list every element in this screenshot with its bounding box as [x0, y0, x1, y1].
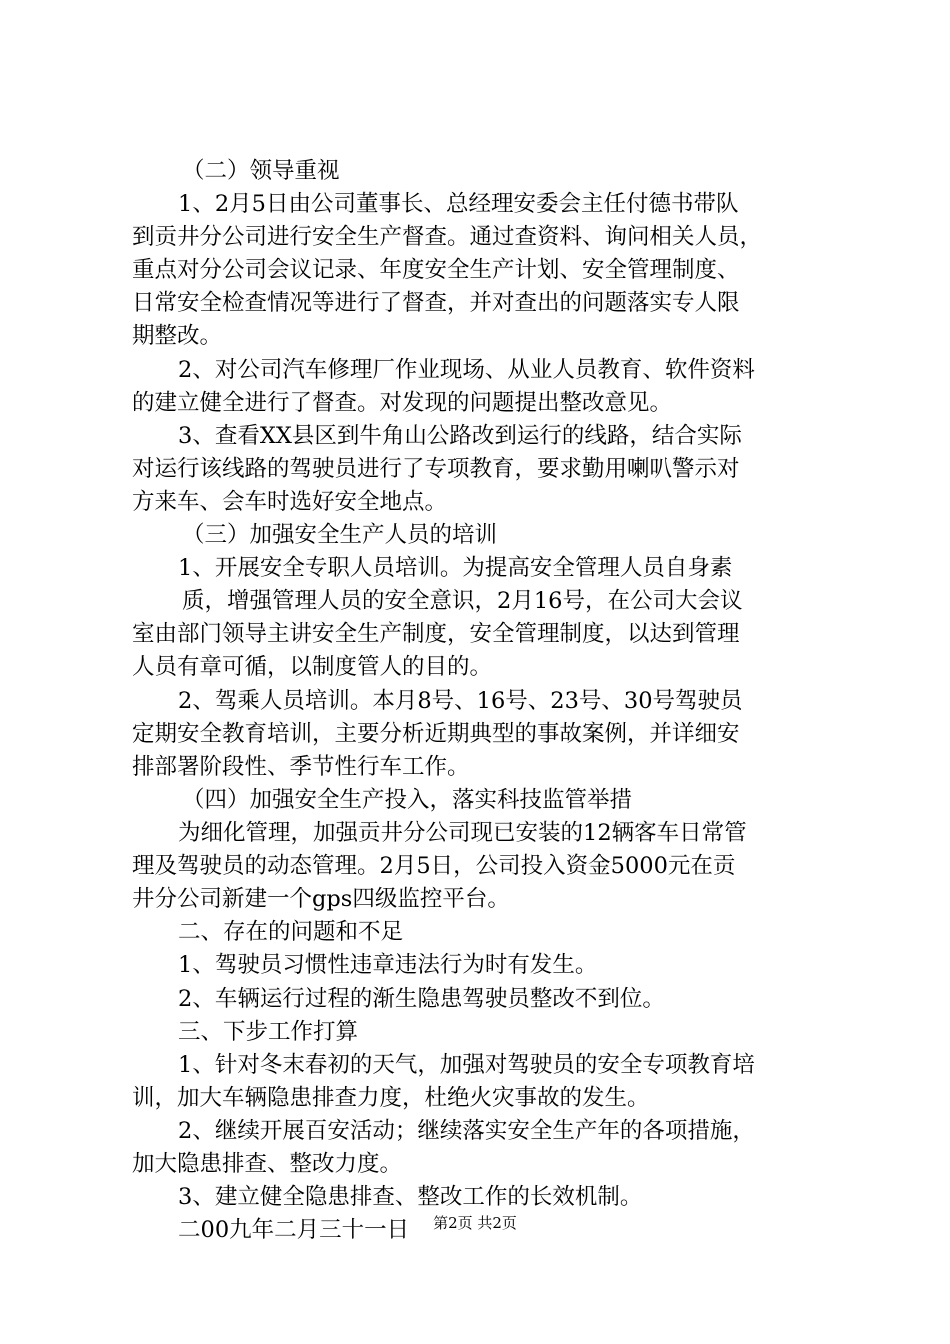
- paragraph-line: 1、开展安全专职人员培训。为提高安全管理人员自身素: [178, 555, 733, 581]
- paragraph-line: 2、驾乘人员培训。本月8号、16号、23号、30号驾驶员: [178, 688, 743, 714]
- paragraph-line: 排部署阶段性、季节性行车工作。: [132, 754, 470, 780]
- section-heading-4: （四）加强安全生产投入，落实科技监管举措: [182, 787, 633, 813]
- paragraph-line: 对运行该线路的驾驶员进行了专项教育，要求勤用喇叭警示对: [132, 456, 740, 482]
- paragraph-line: 到贡井分公司进行安全生产督查。通过查资料、询问相关人员，: [132, 224, 763, 250]
- paragraph-line: 训，加大车辆隐患排查力度，杜绝火灾事故的发生。: [132, 1085, 650, 1111]
- paragraph-line: 日常安全检查情况等进行了督查，并对查出的问题落实专人限: [132, 290, 740, 316]
- paragraph-line: 重点对分公司会议记录、年度安全生产计划、安全管理制度、: [132, 257, 740, 283]
- paragraph-line: 1、2月5日由公司董事长、总经理安委会主任付德书带队: [178, 191, 739, 217]
- section-heading-plans: 三、下步工作打算: [178, 1019, 359, 1045]
- page-footer: 第2页 共2页: [433, 1214, 517, 1232]
- paragraph-line: 的建立健全进行了督查。对发现的问题提出整改意见。: [132, 390, 673, 416]
- section-heading-2: （二）领导重视: [182, 158, 340, 184]
- list-item: 1、驾驶员习惯性违章违法行为时有发生。: [178, 952, 598, 978]
- list-item: 1、针对冬末春初的天气，加强对驾驶员的安全专项教育培: [178, 1052, 755, 1078]
- paragraph-line: 3、查看XX县区到牛角山公路改到运行的线路，结合实际: [178, 423, 742, 449]
- paragraph-line: 质，增强管理人员的安全意识，2月16号，在公司大会议: [182, 588, 743, 614]
- list-item: 3、建立健全隐患排查、整改工作的长效机制。: [178, 1184, 643, 1210]
- paragraph-line: 定期安全教育培训，主要分析近期典型的事故案例，并详细安: [132, 721, 740, 747]
- paragraph-line: 人员有章可循，以制度管人的目的。: [132, 654, 493, 680]
- paragraph-line: 井分公司新建一个gps四级监控平台。: [132, 886, 510, 912]
- paragraph-line: 2、对公司汽车修理厂作业现场、从业人员教育、软件资料: [178, 357, 755, 383]
- list-item: 2、继续开展百安活动；继续落实安全生产年的各项措施，: [178, 1118, 755, 1144]
- paragraph-line: 为细化管理，加强贡井分公司现已安装的12辆客车日常管: [178, 820, 747, 846]
- section-heading-3: （三）加强安全生产人员的培训: [182, 522, 498, 548]
- paragraph-line: 方来车、会车时选好安全地点。: [132, 489, 448, 515]
- section-heading-problems: 二、存在的问题和不足: [178, 919, 404, 945]
- document-date: 二00九年二月三十一日: [178, 1217, 410, 1243]
- paragraph-line: 室由部门领导主讲安全生产制度，安全管理制度，以达到管理: [132, 621, 740, 647]
- paragraph-line: 期整改。: [132, 323, 223, 349]
- list-item: 2、车辆运行过程的渐生隐患驾驶员整改不到位。: [178, 986, 665, 1012]
- paragraph-line: 理及驾驶员的动态管理。2月5日，公司投入资金5000元在贡: [132, 853, 736, 879]
- paragraph-line: 加大隐患排查、整改力度。: [132, 1151, 403, 1177]
